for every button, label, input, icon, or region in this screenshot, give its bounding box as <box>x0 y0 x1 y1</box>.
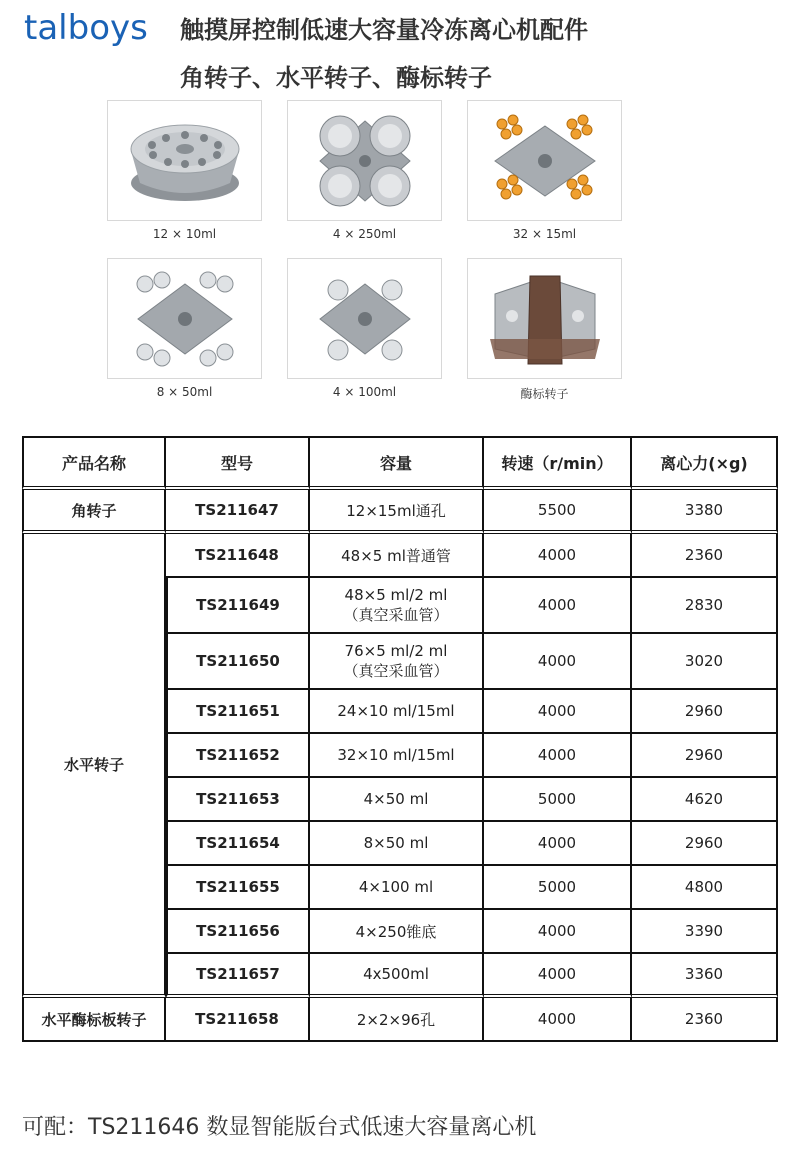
brand-logo <box>24 6 148 50</box>
capacity-cell: 8×50 ml <box>310 822 484 866</box>
page-subtitle: 角转子、水平转子、酶标转子 <box>180 64 492 92</box>
force-cell: 3020 <box>632 634 778 690</box>
speed-cell: 4000 <box>484 578 632 634</box>
table-row <box>22 534 778 578</box>
page-title: 触摸屏控制低速大容量冷冻离心机配件 <box>180 16 588 44</box>
column-header-force: 离心力(×g) <box>632 436 778 490</box>
force-cell: 4800 <box>632 866 778 910</box>
column-header-capacity: 容量 <box>310 436 484 490</box>
model-cell: TS211656 <box>166 910 310 954</box>
force-cell: 2360 <box>632 998 778 1042</box>
model-cell: TS211655 <box>166 866 310 910</box>
model-cell: TS211651 <box>166 690 310 734</box>
capacity-cell: 24×10 ml/15ml <box>310 690 484 734</box>
model-cell: TS211654 <box>166 822 310 866</box>
rotor-caption: 32 × 15ml <box>512 227 577 241</box>
rotor-tile <box>287 100 442 241</box>
rotor-caption: 4 × 100ml <box>332 385 397 399</box>
speed-cell: 4000 <box>484 534 632 578</box>
capacity-line: 48×5 ml/2 ml <box>344 585 448 604</box>
group-name: 角转子 <box>22 490 166 534</box>
capacity-cell: 32×10 ml/15ml <box>310 734 484 778</box>
capacity-cell: 48×5 ml普通管 <box>310 534 484 578</box>
compatible-note: 可配：TS211646 数显智能版台式低速大容量离心机 <box>22 1115 537 1140</box>
force-cell: 2960 <box>632 822 778 866</box>
rotor-tile <box>107 258 262 399</box>
swing-rotor-8x50-image <box>107 258 262 379</box>
rotor-tile <box>287 258 442 399</box>
capacity-cell: 12×15ml通孔 <box>310 490 484 534</box>
model-cell: TS211649 <box>166 578 310 634</box>
table-header-row <box>22 436 778 490</box>
capacity-cell <box>310 634 484 690</box>
capacity-line: 76×5 ml/2 ml <box>344 641 448 660</box>
model-cell: TS211657 <box>166 954 310 998</box>
group-name: 水平转子 <box>22 534 166 998</box>
rotor-caption: 8 × 50ml <box>156 385 213 399</box>
rotor-caption: 酶标转子 <box>520 387 569 401</box>
capacity-cell: 4x500ml <box>310 954 484 998</box>
capacity-cell: 2×2×96孔 <box>310 998 484 1042</box>
plate-rotor-image <box>467 258 622 379</box>
logo-text: talboys <box>24 8 148 48</box>
capacity-cell: 4×100 ml <box>310 866 484 910</box>
speed-cell: 4000 <box>484 634 632 690</box>
table-row <box>22 998 778 1042</box>
rotor-tile <box>107 100 262 241</box>
force-cell: 2360 <box>632 534 778 578</box>
model-cell: TS211653 <box>166 778 310 822</box>
swing-rotor-4x250-image <box>287 100 442 221</box>
speed-cell: 5000 <box>484 866 632 910</box>
column-header-speed: 转速（r/min） <box>484 436 632 490</box>
angle-rotor-image <box>107 100 262 221</box>
rotor-spec-table <box>22 436 778 1042</box>
model-cell: TS211647 <box>166 490 310 534</box>
force-cell: 2960 <box>632 690 778 734</box>
model-cell: TS211652 <box>166 734 310 778</box>
rotor-tile <box>467 100 622 241</box>
speed-cell: 4000 <box>484 734 632 778</box>
table-row <box>22 490 778 534</box>
swing-rotor-32x15-image <box>467 100 622 221</box>
force-cell: 2960 <box>632 734 778 778</box>
capacity-cell: 4×50 ml <box>310 778 484 822</box>
capacity-note: （真空采血管） <box>343 661 449 680</box>
group-name: 水平酶标板转子 <box>22 998 166 1042</box>
force-cell: 4620 <box>632 778 778 822</box>
speed-cell: 4000 <box>484 998 632 1042</box>
column-header-model: 型号 <box>166 436 310 490</box>
model-cell: TS211658 <box>166 998 310 1042</box>
force-cell: 3390 <box>632 910 778 954</box>
column-header-name: 产品名称 <box>22 436 166 490</box>
speed-cell: 5500 <box>484 490 632 534</box>
rotor-tile <box>467 258 622 402</box>
model-cell: TS211650 <box>166 634 310 690</box>
model-cell: TS211648 <box>166 534 310 578</box>
force-cell: 2830 <box>632 578 778 634</box>
speed-cell: 4000 <box>484 910 632 954</box>
speed-cell: 4000 <box>484 954 632 998</box>
capacity-note: （真空采血管） <box>343 605 449 624</box>
force-cell: 3380 <box>632 490 778 534</box>
rotor-caption: 12 × 10ml <box>152 227 217 241</box>
speed-cell: 5000 <box>484 778 632 822</box>
capacity-cell <box>310 578 484 634</box>
capacity-cell: 4×250锥底 <box>310 910 484 954</box>
speed-cell: 4000 <box>484 690 632 734</box>
speed-cell: 4000 <box>484 822 632 866</box>
swing-rotor-4x100-image <box>287 258 442 379</box>
rotor-caption: 4 × 250ml <box>332 227 397 241</box>
force-cell: 3360 <box>632 954 778 998</box>
